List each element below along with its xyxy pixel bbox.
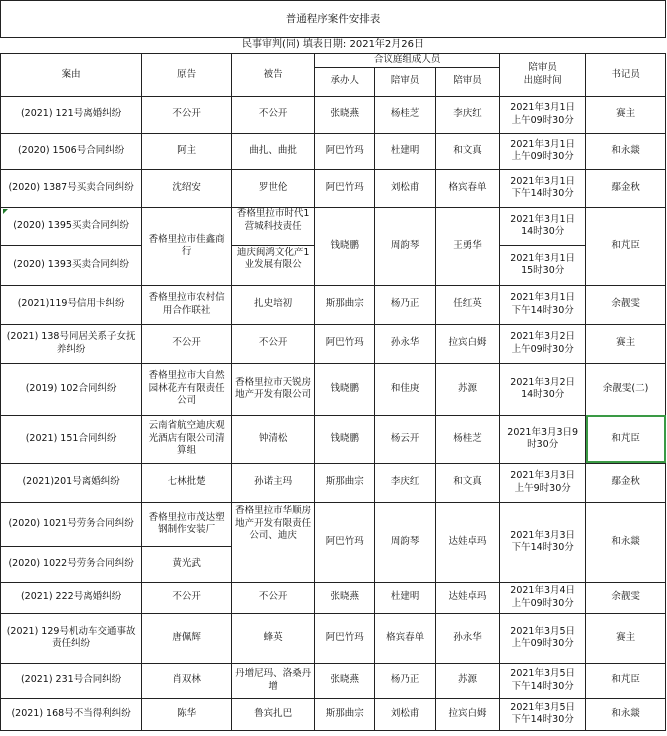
cell-judge[interactable]: 钱晓鹏 xyxy=(315,415,375,463)
cell-case[interactable]: (2020) 1021号劳务合同纠纷 xyxy=(1,502,142,546)
cell-clerk-selected[interactable]: 和芃臣 xyxy=(586,415,666,463)
cell-defendant[interactable] xyxy=(232,207,315,245)
header-juror-time-line2: 出庭时间 xyxy=(523,74,562,86)
cell-case[interactable]: (2021) 222号离婚纠纷 xyxy=(1,582,142,613)
cell-defendant[interactable]: 钟清松 xyxy=(232,415,315,463)
cell-defendant[interactable]: 鲁宾扎巴 xyxy=(232,698,315,730)
cell-clerk[interactable]: 和永燚 xyxy=(586,502,666,582)
cell-time[interactable] xyxy=(500,502,586,582)
cell-judge[interactable]: 张晓燕 xyxy=(315,96,375,133)
cell-clerk[interactable]: 余靓雯 xyxy=(586,582,666,613)
time-hour: 上午09时30分 xyxy=(511,114,574,126)
time-date: 2021年3月1日 xyxy=(510,138,576,150)
cell-case[interactable]: (2020) 1387号买卖合同纠纷 xyxy=(1,169,142,207)
cell-time[interactable] xyxy=(500,663,586,698)
cell-case[interactable]: (2020) 1395买卖合同纠纷 xyxy=(1,207,142,245)
time-hour: 上午09时30分 xyxy=(511,638,574,649)
time-date: 2021年3月5日 xyxy=(510,668,576,679)
cell-judge[interactable]: 阿巴竹玛 xyxy=(315,324,375,363)
cell-judge[interactable]: 钱晓鹏 xyxy=(315,363,375,415)
cell-juror-2[interactable]: 和文真 xyxy=(435,133,499,169)
cell-clerk[interactable]: 赛主 xyxy=(586,96,666,133)
defendant-text: 香格里拉市华顺房地产开发有限责任公司、迪庆 xyxy=(235,505,312,541)
cell-juror-2[interactable]: 格宾春单 xyxy=(435,169,499,207)
time-date: 2021年3月1日 xyxy=(510,213,576,225)
cell-clerk[interactable]: 赛主 xyxy=(586,613,666,663)
cell-plaintiff[interactable]: 阿主 xyxy=(142,133,232,169)
cell-judge[interactable]: 阿巴竹玛 xyxy=(315,613,375,663)
cell-plaintiff[interactable]: 肖双林 xyxy=(142,663,232,698)
cell-judge[interactable]: 张晓燕 xyxy=(315,663,375,698)
cell-plaintiff[interactable]: 香格里拉市佳鑫商行 xyxy=(142,207,232,285)
table-row xyxy=(1,663,666,698)
cell-defendant[interactable] xyxy=(232,502,315,582)
cell-juror-1[interactable]: 和佳庚 xyxy=(375,363,435,415)
time-date: 2021年3月2日 xyxy=(510,331,576,342)
cell-defendant[interactable]: 不公开 xyxy=(232,96,315,133)
cell-case[interactable]: (2020) 1506号合同纠纷 xyxy=(1,133,142,169)
header-juror-time xyxy=(500,54,586,97)
time-hour: 15时30分 xyxy=(521,265,565,276)
time-hour: 上午9时30分 xyxy=(514,482,571,494)
time-hour: 下午14时30分 xyxy=(511,680,574,692)
cell-juror-1[interactable]: 杨乃正 xyxy=(375,285,435,324)
header-plaintiff: 原告 xyxy=(142,54,232,97)
cell-judge[interactable]: 阿巴竹玛 xyxy=(315,133,375,169)
time-date: 2021年3月2日 xyxy=(510,376,576,388)
time-hour: 上午09时30分 xyxy=(511,597,574,609)
time-date: 2021年3月5日 xyxy=(510,625,576,637)
header-juror-2: 陪审员 xyxy=(435,67,499,96)
table-subtitle: 民事审判(同) 填表日期: 2021年2月26日 xyxy=(1,38,666,54)
time-hour: 下午14时30分 xyxy=(511,714,574,725)
header-case: 案由 xyxy=(1,54,142,97)
comment-marker-icon xyxy=(3,209,8,214)
cell-plaintiff[interactable]: 七林批楚 xyxy=(142,463,232,502)
table-row xyxy=(1,324,666,363)
table-row xyxy=(1,96,666,133)
cell-juror-1[interactable]: 杜建明 xyxy=(375,582,435,613)
cell-case[interactable]: (2020) 1022号劳务合同纠纷 xyxy=(1,546,142,582)
cell-plaintiff[interactable]: 黄光武 xyxy=(142,546,232,582)
header-panel: 合议庭组成人员 xyxy=(315,54,500,68)
cell-judge[interactable]: 张晓燕 xyxy=(315,582,375,613)
cell-judge[interactable]: 斯那曲宗 xyxy=(315,463,375,502)
header-judge: 承办人 xyxy=(315,67,375,96)
cell-plaintiff[interactable]: 不公开 xyxy=(142,96,232,133)
cell-defendant[interactable]: 不公开 xyxy=(232,324,315,363)
cell-time[interactable] xyxy=(500,582,586,613)
time-date: 2021年3月3日 xyxy=(510,529,576,541)
cell-juror-1[interactable]: 刘松甫 xyxy=(375,698,435,730)
cell-defendant[interactable]: 罗世伦 xyxy=(232,169,315,207)
time-date: 2021年3月1日 xyxy=(510,102,576,113)
cell-juror-2[interactable]: 拉宾白姆 xyxy=(435,698,499,730)
cell-juror-2[interactable]: 达娃卓玛 xyxy=(435,502,499,582)
cell-juror-2[interactable]: 苏源 xyxy=(435,363,499,415)
cell-juror-1[interactable]: 周韵琴 xyxy=(375,502,435,582)
table-row xyxy=(1,613,666,663)
cell-judge[interactable]: 阿巴竹玛 xyxy=(315,502,375,582)
cell-defendant[interactable]: 扎史培初 xyxy=(232,285,315,324)
time-hour: 下午14时30分 xyxy=(511,188,574,199)
cell-juror-2[interactable]: 达娃卓玛 xyxy=(435,582,499,613)
cell-plaintiff[interactable]: 香格里拉市茂达塑钢制作安装厂 xyxy=(142,502,232,546)
cell-defendant[interactable]: 丹增尼玛、洛桑丹增 xyxy=(232,663,315,698)
cell-juror-1[interactable]: 杨桂芝 xyxy=(375,96,435,133)
cell-time[interactable] xyxy=(500,169,586,207)
cell-plaintiff[interactable]: 唐佩辉 xyxy=(142,613,232,663)
cell-juror-2[interactable]: 和文真 xyxy=(435,463,499,502)
cell-time[interactable] xyxy=(500,463,586,502)
cell-juror-1[interactable]: 杜建明 xyxy=(375,133,435,169)
cell-defendant[interactable] xyxy=(232,245,315,285)
cell-clerk[interactable]: 和芃臣 xyxy=(586,663,666,698)
cell-time[interactable] xyxy=(500,415,586,463)
time-date: 2021年3月1日 xyxy=(510,292,576,303)
time-date: 2021年3月1日 xyxy=(510,252,576,264)
cell-juror-1[interactable]: 杨乃正 xyxy=(375,663,435,698)
cell-clerk[interactable]: 余靓雯 xyxy=(586,285,666,324)
cell-juror-1[interactable]: 李庆红 xyxy=(375,463,435,502)
table-row xyxy=(1,285,666,324)
time-date: 2021年3月3日 xyxy=(510,470,576,481)
time-date: 2021年3月1日 xyxy=(510,175,576,187)
cell-defendant[interactable]: 香格里拉市天锐房地产开发有限公司 xyxy=(232,363,315,415)
cell-juror-1[interactable]: 刘松甫 xyxy=(375,169,435,207)
cell-juror-1[interactable]: 杨云开 xyxy=(375,415,435,463)
cell-judge[interactable]: 斯那曲宗 xyxy=(315,698,375,730)
cell-defendant[interactable]: 曲扎、曲批 xyxy=(232,133,315,169)
table-row xyxy=(1,698,666,730)
cell-clerk[interactable]: 赛主 xyxy=(586,324,666,363)
time-hour: 时30分 xyxy=(527,439,559,450)
cell-case[interactable]: (2021) 121号离婚纠纷 xyxy=(1,96,142,133)
cell-juror-2[interactable]: 李庆红 xyxy=(435,96,499,133)
table-row xyxy=(1,169,666,207)
time-hour: 下午14时30分 xyxy=(511,304,574,316)
cell-plaintiff[interactable]: 不公开 xyxy=(142,324,232,363)
cell-case[interactable]: (2021) 151合同纠纷 xyxy=(1,415,142,463)
cell-clerk[interactable]: 余靓雯(二) xyxy=(586,363,666,415)
cell-plaintiff[interactable]: 香格里拉市大自然园林花卉有限责任公司 xyxy=(142,363,232,415)
cell-case[interactable]: (2021) 168号不当得利纠纷 xyxy=(1,698,142,730)
cell-plaintiff[interactable]: 沈绍安 xyxy=(142,169,232,207)
cell-judge[interactable]: 阿巴竹玛 xyxy=(315,169,375,207)
table-row xyxy=(1,363,666,415)
table-title: 普通程序案件安排表 xyxy=(1,1,666,38)
cell-time[interactable] xyxy=(500,96,586,133)
header-juror-time-line1: 陪审员 xyxy=(528,62,557,74)
cell-juror-2[interactable]: 杨桂芝 xyxy=(435,415,499,463)
cell-clerk[interactable]: 鄢金秋 xyxy=(586,169,666,207)
cell-juror-2[interactable]: 苏源 xyxy=(435,663,499,698)
time-hour: 上午09时30分 xyxy=(511,343,574,355)
table-row xyxy=(1,207,666,245)
cell-juror-2[interactable]: 拉宾白姆 xyxy=(435,324,499,363)
cell-time[interactable] xyxy=(500,324,586,363)
cell-defendant[interactable]: 孙诺主玛 xyxy=(232,463,315,502)
time-hour: 下午14时30分 xyxy=(511,542,574,553)
cell-juror-2[interactable]: 王勇华 xyxy=(435,207,499,285)
cell-case[interactable]: (2021) 129号机动车交通事故责任纠纷 xyxy=(1,613,142,663)
cell-defendant[interactable]: 蜂英 xyxy=(232,613,315,663)
time-hour: 14时30分 xyxy=(521,226,565,237)
cell-clerk[interactable]: 和永燚 xyxy=(586,133,666,169)
cell-case[interactable]: (2021)119号信用卡纠纷 xyxy=(1,285,142,324)
cell-time[interactable] xyxy=(500,698,586,730)
cell-juror-1[interactable]: 周韵琴 xyxy=(375,207,435,285)
cell-time[interactable] xyxy=(500,613,586,663)
table-row xyxy=(1,133,666,169)
cell-defendant[interactable]: 不公开 xyxy=(232,582,315,613)
cell-plaintiff[interactable]: 云南省航空迪庆观光酒店有限公司清算组 xyxy=(142,415,232,463)
table-row xyxy=(1,463,666,502)
cell-case[interactable]: (2021) 138号同居关系子女抚养纠纷 xyxy=(1,324,142,363)
cell-clerk[interactable]: 和永燚 xyxy=(586,698,666,730)
cell-case[interactable]: (2019) 102合同纠纷 xyxy=(1,363,142,415)
cell-judge[interactable]: 斯那曲宗 xyxy=(315,285,375,324)
cell-clerk[interactable]: 和芃臣 xyxy=(586,207,666,285)
cell-clerk[interactable]: 鄢金秋 xyxy=(586,463,666,502)
time-date: 2021年3月4日 xyxy=(510,585,576,596)
cell-plaintiff[interactable]: 不公开 xyxy=(142,582,232,613)
header-juror-1: 陪审员 xyxy=(375,67,435,96)
cell-plaintiff[interactable]: 香格里拉市农村信用合作联社 xyxy=(142,285,232,324)
defendant-text: 香格里拉市时代1营城科技责任 xyxy=(236,208,310,232)
cell-juror-2[interactable]: 孙永华 xyxy=(435,613,499,663)
cell-plaintiff[interactable]: 陈华 xyxy=(142,698,232,730)
time-hour: 14时30分 xyxy=(521,389,565,400)
header-defendant: 被告 xyxy=(232,54,315,97)
cell-juror-2[interactable]: 任红英 xyxy=(435,285,499,324)
table-row xyxy=(1,415,666,463)
cell-time[interactable] xyxy=(500,245,586,285)
cell-case[interactable]: (2021)201号离婚纠纷 xyxy=(1,463,142,502)
cell-juror-1[interactable]: 孙永华 xyxy=(375,324,435,363)
defendant-text: 迪庆闽鸿文化产1业发展有限公 xyxy=(236,246,310,270)
cell-time[interactable] xyxy=(500,363,586,415)
table-row xyxy=(1,502,666,546)
cell-time[interactable] xyxy=(500,285,586,324)
cell-case[interactable]: (2020) 1393买卖合同纠纷 xyxy=(1,245,142,285)
cell-time[interactable] xyxy=(500,207,586,245)
table-row xyxy=(1,582,666,613)
time-date: 2021年3月3日9 xyxy=(507,426,579,438)
cell-case[interactable]: (2021) 231号合同纠纷 xyxy=(1,663,142,698)
cell-time[interactable] xyxy=(500,133,586,169)
cell-juror-1[interactable]: 格宾春单 xyxy=(375,613,435,663)
cell-judge[interactable]: 钱晓鹏 xyxy=(315,207,375,285)
time-date: 2021年3月5日 xyxy=(510,701,576,713)
time-hour: 上午09时30分 xyxy=(511,151,574,162)
header-clerk: 书记员 xyxy=(586,54,666,97)
